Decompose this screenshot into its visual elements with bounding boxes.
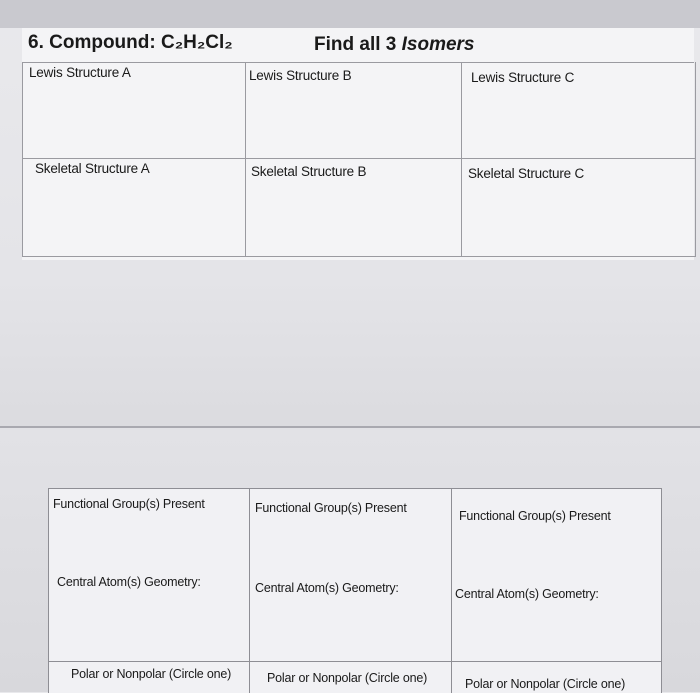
row-divider: [49, 661, 661, 662]
structures-table: [22, 62, 696, 257]
geometry-c-label: Central Atom(s) Geometry:: [455, 587, 599, 601]
column-divider: [451, 489, 452, 693]
instruction-prefix: Find all 3: [314, 34, 402, 55]
polarity-c-label: Polar or Nonpolar (Circle one): [465, 677, 626, 691]
functional-group-a-label: Functional Group(s) Present: [53, 497, 205, 511]
lewis-structure-b-label: Lewis Structure B: [249, 68, 352, 83]
geometry-b-label: Central Atom(s) Geometry:: [255, 581, 399, 595]
compound-title: 6. Compound: C₂H₂Cl₂: [28, 32, 233, 53]
row-divider: [23, 158, 695, 159]
functional-group-b-label: Functional Group(s) Present: [255, 501, 407, 515]
column-divider: [461, 62, 462, 256]
column-divider: [245, 62, 246, 256]
geometry-a-label: Central Atom(s) Geometry:: [57, 575, 201, 589]
functional-group-c-label: Functional Group(s) Present: [459, 509, 611, 523]
skeletal-structure-c-label: Skeletal Structure C: [468, 166, 585, 181]
instruction-emphasis: Isomers: [401, 34, 475, 55]
lewis-structure-a-label: Lewis Structure A: [29, 65, 131, 80]
skeletal-structure-b-label: Skeletal Structure B: [251, 164, 367, 179]
question-header: [22, 28, 694, 63]
instruction-text: [314, 34, 475, 56]
properties-table: [48, 488, 662, 693]
polarity-b-label: Polar or Nonpolar (Circle one): [267, 671, 428, 685]
polarity-a-label: Polar or Nonpolar (Circle one): [71, 667, 232, 681]
skeletal-structure-a-label: Skeletal Structure A: [35, 161, 150, 176]
photo-background-strip: [0, 0, 700, 28]
column-divider: [249, 489, 250, 693]
lewis-structure-c-label: Lewis Structure C: [471, 70, 575, 85]
